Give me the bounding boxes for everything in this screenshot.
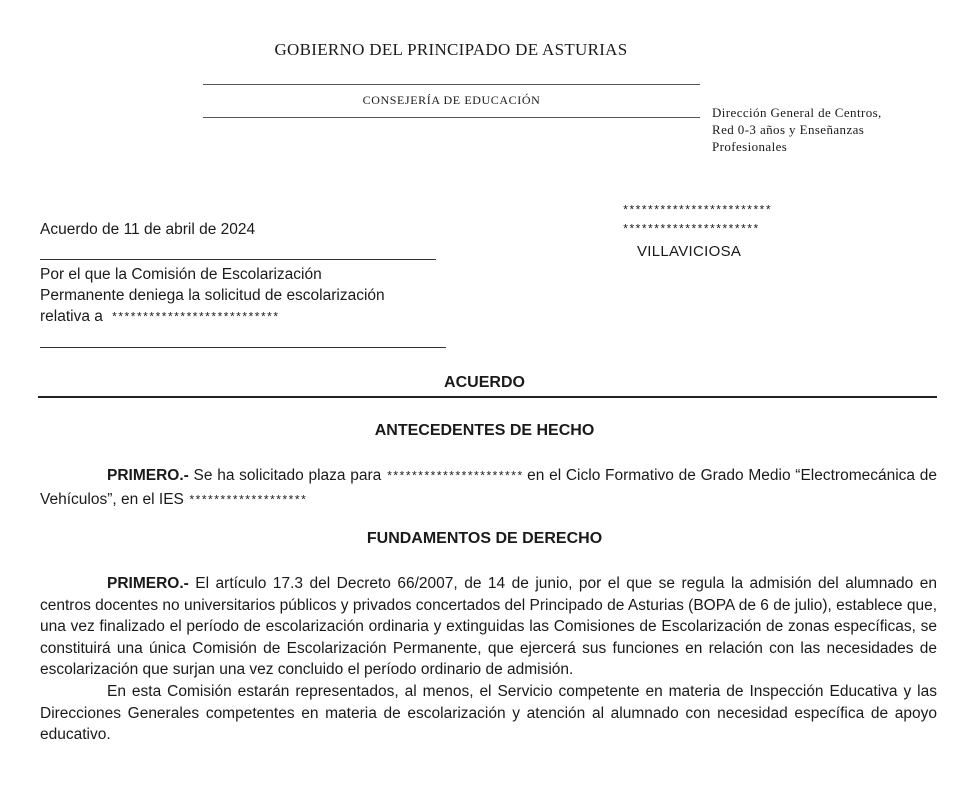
summary-rule-bottom — [40, 347, 446, 348]
directorate-line: Profesionales — [712, 139, 788, 154]
law-text: En esta Comisión estarán representados, al menos, el Servicio competente en materia de Inspección Educativa y las Direcciones Generales competentes en materia de escolarización y atención al alumnado con necesidad específica de apoyo educativo. — [40, 682, 937, 744]
header-rule-bottom — [203, 117, 700, 118]
recipient-redacted-line: ********************** — [622, 223, 759, 237]
law-title: FUNDAMENTOS DE DERECHO — [366, 530, 603, 547]
facts-label: PRIMERO.- — [107, 467, 189, 484]
facts-redacted-name: ********************** — [385, 470, 523, 484]
directorate-line: Red 0-3 años y Enseñanzas — [712, 122, 865, 137]
recipient-town: VILLAVICIOSA — [637, 243, 742, 260]
summary-redacted: *************************** — [110, 311, 279, 325]
summary-line: Permanente deniega la solicitud de escolarización — [40, 287, 385, 304]
recipient-redacted-line: ************************ — [622, 204, 771, 218]
summary-line — [40, 306, 450, 329]
facts-title: ANTECEDENTES DE HECHO — [374, 422, 595, 439]
summary-prefix: relativa a — [40, 308, 103, 325]
agreement-date: Acuerdo de 11 de abril de 2024 — [40, 221, 256, 238]
department-name: CONSEJERÍA DE EDUCACIÓN — [362, 93, 541, 107]
header-rule-top — [203, 84, 700, 85]
summary-line: Por el que la Comisión de Escolarización — [40, 266, 322, 283]
summary-rule-top — [40, 259, 436, 260]
facts-paragraph — [40, 465, 937, 512]
facts-redacted-school: ******************* — [188, 493, 307, 508]
government-title: GOBIERNO DEL PRINCIPADO DE ASTURIAS — [274, 40, 628, 59]
law-label: PRIMERO.- — [107, 575, 189, 592]
directorate-block — [712, 104, 952, 155]
directorate-line: Dirección General de Centros, — [712, 105, 882, 120]
main-title-rule — [38, 396, 937, 398]
law-text: El artículo 17.3 del Decreto 66/2007, de 14 de junio, por el que se regula la admisión del alumnado en centros docentes no universitarios públicos y privados concertados del Principado de Asturias (BOPA de 6 de julio), establece que, una vez finalizado el período de escolarización ordinaria y extinguidas las Comisiones de Escolarización de zonas específicas, se constituirá una única Comisión de Escolarización Permanente, que ejercerá sus funciones en relación con las necesidades de escolarización que surjan una vez concluido el período ordinario de admisión. — [40, 575, 937, 679]
facts-text: en el Ciclo Formativo de Grado Medio “Electromecánica de Vehículos”, en el IES — [40, 467, 938, 508]
facts-text: Se ha solicitado plaza para — [188, 467, 386, 484]
agreement-summary — [40, 264, 450, 329]
recipient-address — [622, 202, 771, 240]
main-title: ACUERDO — [444, 374, 525, 391]
law-paragraphs — [40, 573, 937, 746]
